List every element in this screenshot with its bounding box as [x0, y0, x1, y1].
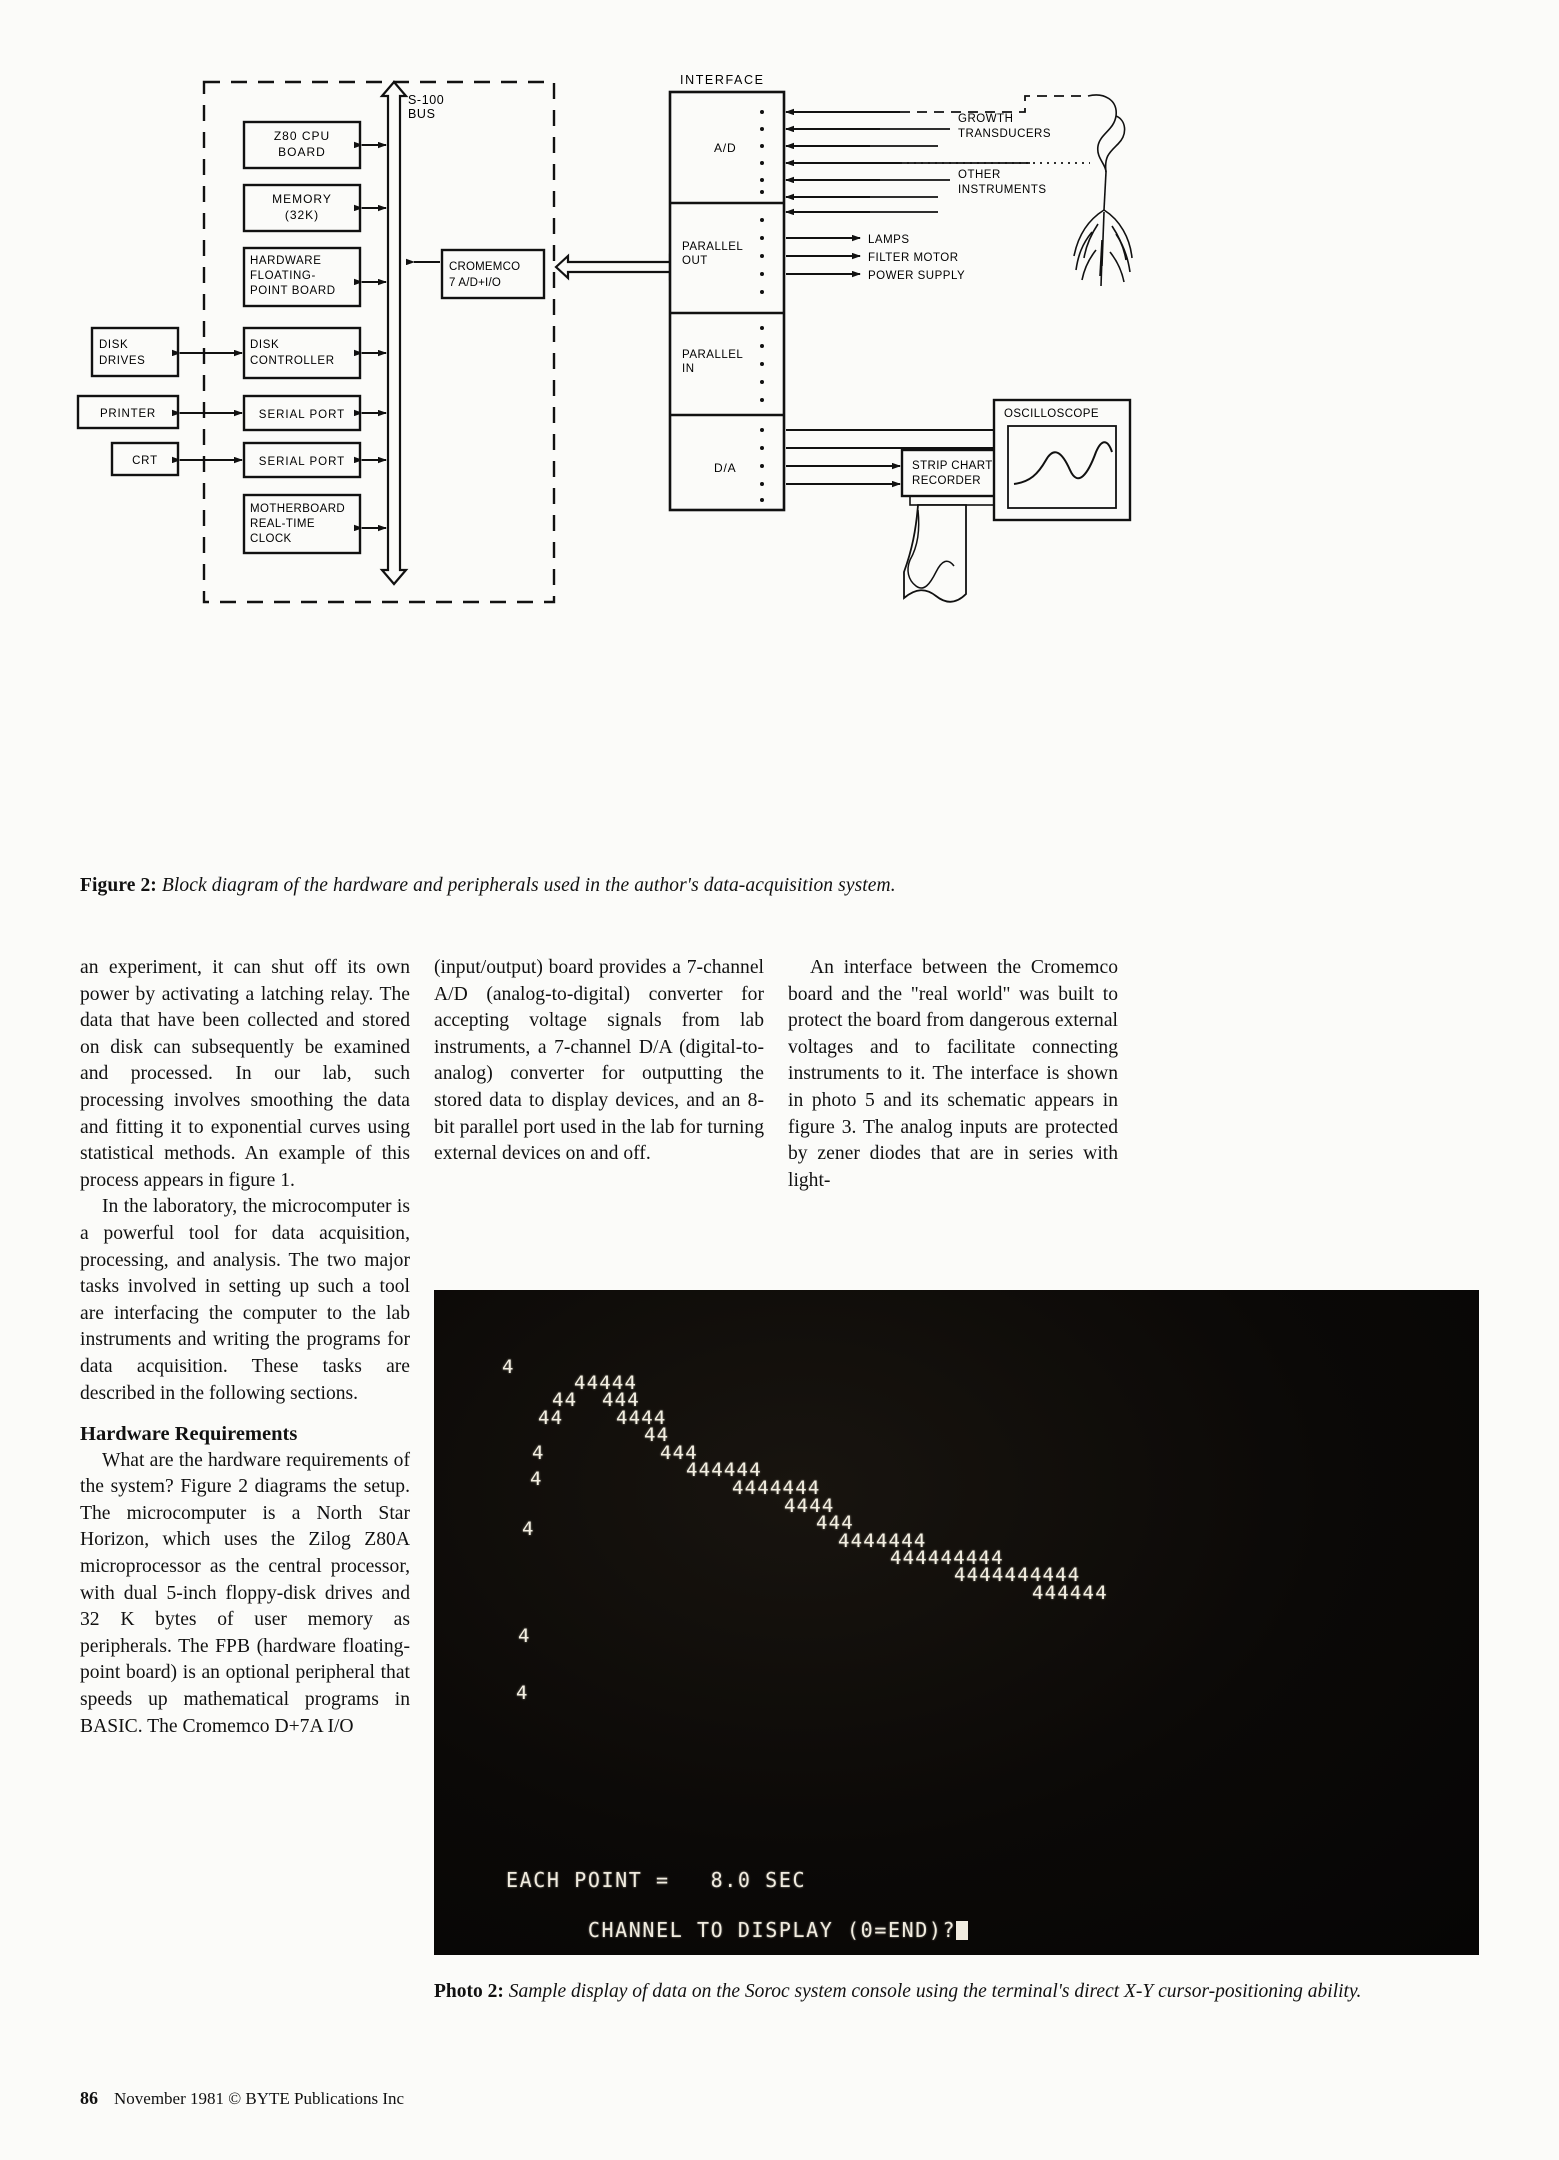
plot-point-glyph: 4	[522, 1518, 535, 1540]
figure-caption-label: Figure 2:	[80, 875, 157, 896]
paragraph: What are the hardware requirements of the system? Figure 2 diagrams the setup. The microcomputer is a North Star Horizon, which uses the Zilog Z80A microprocessor as the central processor, with dual 5-inch floppy-disk drives and 32 K bytes of user memory as peripherals. The FPB (hardware floating-point board) is an optional peripheral that speeds up mathematical programs in BASIC. The Cromemco D+7A I/O	[80, 1449, 410, 1737]
plot-point-glyph: 444	[602, 1389, 640, 1411]
interface-stack	[670, 92, 784, 510]
terminal-prompt-text: CHANNEL TO DISPLAY (0=END)?	[587, 1918, 957, 1942]
box-cromemco-7ad-io	[414, 250, 682, 298]
box-label: POINT BOARD	[250, 285, 336, 297]
interface-section-parallel-out: OUT	[682, 255, 708, 267]
interface-section-parallel-out: PARALLEL	[682, 241, 744, 253]
plot-point-glyph: 4	[502, 1356, 515, 1378]
body-column-3	[788, 955, 1118, 1194]
label-other-instruments: INSTRUMENTS	[958, 184, 1047, 196]
interface-section-parallel-in: IN	[682, 363, 695, 375]
cromemco-interface-bus-arrow	[556, 256, 682, 278]
photo-caption-label: Photo 2:	[434, 1981, 504, 2002]
plot-point-glyph: 444444	[1032, 1582, 1108, 1604]
block-diagram-svg	[70, 60, 1140, 615]
terminal-line-2	[506, 1894, 968, 1955]
box-label: MOTHERBOARD	[250, 503, 346, 515]
box-label: (32K)	[284, 208, 320, 222]
box-disk-drives	[92, 328, 242, 376]
box-label: REAL-TIME	[250, 518, 315, 530]
plot-point-glyph: 444	[660, 1442, 698, 1464]
box-label: SERIAL PORT	[258, 456, 346, 468]
box-oscilloscope	[994, 400, 1130, 520]
box-label: SERIAL PORT	[258, 409, 346, 421]
paragraph: An interface between the Cromemco board and the "real world" was built to protect the board from dangerous external voltages and to facilitate connecting instruments to it. The interface is shown in photo 5 and its schematic appears in figure 3. The analog inputs are protected by zener diodes that are in series with light-	[788, 957, 1118, 1191]
box-printer	[78, 396, 242, 428]
page-number: 86	[80, 2088, 98, 2108]
plot-point-glyph: 44	[552, 1389, 578, 1411]
box-label: DRIVES	[99, 355, 146, 367]
box-label: FLOATING-	[250, 270, 316, 282]
figure-caption-text: Block diagram of the hardware and peripherals used in the author's data-acquisition system.	[161, 875, 896, 896]
box-label: OSCILLOSCOPE	[1004, 408, 1099, 420]
paragraph: In the laboratory, the microcomputer is a powerful tool for data acquisition, processing, and analysis. The two major tasks involved in setting up such a tool are interfacing the computer to the lab instruments and writing the programs for data acquisition. These tasks are described in the following sections.	[80, 1196, 410, 1404]
terminal-line-1: EACH POINT = 8.0 SEC	[506, 1868, 807, 1892]
plot-point-glyph: 4	[530, 1468, 543, 1490]
box-label: DISK	[99, 339, 129, 351]
label-power-supply: POWER SUPPLY	[868, 270, 966, 282]
s100-bus-arrow	[382, 82, 406, 584]
footer-imprint: November 1981 © BYTE Publications Inc	[114, 2089, 405, 2108]
box-label: PRINTER	[99, 408, 157, 420]
box-disk-controller	[244, 328, 386, 378]
box-serial-port-printer	[244, 396, 386, 430]
box-label: 7 A/D+I/O	[449, 277, 501, 289]
plot-point-glyph: 4	[516, 1682, 529, 1704]
box-label: CONTROLLER	[250, 355, 335, 367]
box-serial-port-crt	[244, 443, 386, 477]
box-label: CROMEMCO	[449, 261, 521, 273]
label-growth-transducers: TRANSDUCERS	[958, 128, 1052, 140]
label-filter-motor: FILTER MOTOR	[868, 252, 959, 264]
plot-point-glyph: 4444444444	[954, 1564, 1081, 1586]
plot-point-glyph: 44	[644, 1424, 670, 1446]
box-label: Z80 CPU	[273, 129, 331, 143]
parallel-out-arrows	[786, 238, 860, 274]
box-label: STRIP CHART	[912, 460, 993, 472]
plot-point-glyph: 444444444	[890, 1547, 1004, 1569]
body-column-1	[80, 955, 410, 1740]
box-label: BOARD	[278, 145, 326, 159]
interface-section-da: D/A	[714, 461, 737, 475]
box-crt	[112, 443, 242, 475]
box-z80-cpu-board	[244, 122, 386, 168]
figure-2-caption	[80, 875, 1080, 897]
body-column-2	[434, 955, 764, 1168]
photo-2-caption	[434, 1978, 1484, 2005]
interface-section-parallel-in: PARALLEL	[682, 349, 744, 361]
plot-point-glyph: 44444	[574, 1372, 638, 1394]
box-label: RECORDER	[912, 475, 982, 487]
plot-point-glyph: 444	[816, 1512, 854, 1534]
box-motherboard-real-time-clock	[244, 495, 386, 553]
box-label: MEMORY	[272, 192, 332, 206]
photo-caption-text: Sample display of data on the Soroc system console using the terminal's direct X-Y cursor-positioning ability.	[508, 1981, 1362, 2002]
label-lamps: LAMPS	[868, 234, 910, 246]
label-growth-transducers: GROWTH	[958, 113, 1014, 125]
paragraph: (input/output) board provides a 7-channel A/D (analog-to-digital) converter for accepting voltage signals from lab instruments, a 7-channel D/A (digital-to-analog) converter for outputting the stored data to display devices, and an 8-bit parallel port used in the lab for turning external devices on and off.	[434, 957, 764, 1165]
interface-section-ad: A/D	[714, 141, 737, 155]
box-hardware-floating-point-board	[244, 248, 386, 306]
label-other-instruments: OTHER	[958, 169, 1001, 181]
terminal-cursor	[956, 1921, 968, 1940]
paragraph: an experiment, it can shut off its own power by activating a latching relay. The data that have been collected and stored on disk can subsequently be examined and processed. In our lab, such processing involves smoothing the data and fitting it to exponential curves using statistical methods. An example of this process appears in figure 1.	[80, 957, 410, 1191]
plot-point-glyph: 4	[518, 1625, 531, 1647]
bus-label-line1: S-100	[408, 93, 445, 107]
bus-label-line2: BUS	[408, 107, 436, 121]
page-footer	[80, 2088, 404, 2109]
section-heading: Hardware Requirements	[80, 1423, 298, 1446]
plot-point-glyph: 4	[532, 1442, 545, 1464]
interface-title: INTERFACE	[680, 73, 765, 87]
box-label: CLOCK	[250, 533, 292, 545]
plot-point-glyph: 4444	[616, 1407, 667, 1429]
figure-2-block-diagram	[70, 60, 1140, 615]
photo-2-terminal-screenshot	[434, 1290, 1479, 1955]
plot-point-glyph: 4444	[784, 1495, 835, 1517]
box-memory	[244, 185, 386, 231]
box-label: HARDWARE	[250, 255, 322, 267]
plot-point-glyph: 444444	[686, 1459, 762, 1481]
plot-point-glyph: 44	[538, 1407, 564, 1429]
plot-point-glyph: 4444444	[838, 1530, 927, 1552]
plot-point-glyph: 4444444	[732, 1477, 821, 1499]
box-label: DISK	[250, 339, 280, 351]
plant-illustration	[1074, 95, 1132, 286]
box-label: CRT	[132, 455, 158, 467]
